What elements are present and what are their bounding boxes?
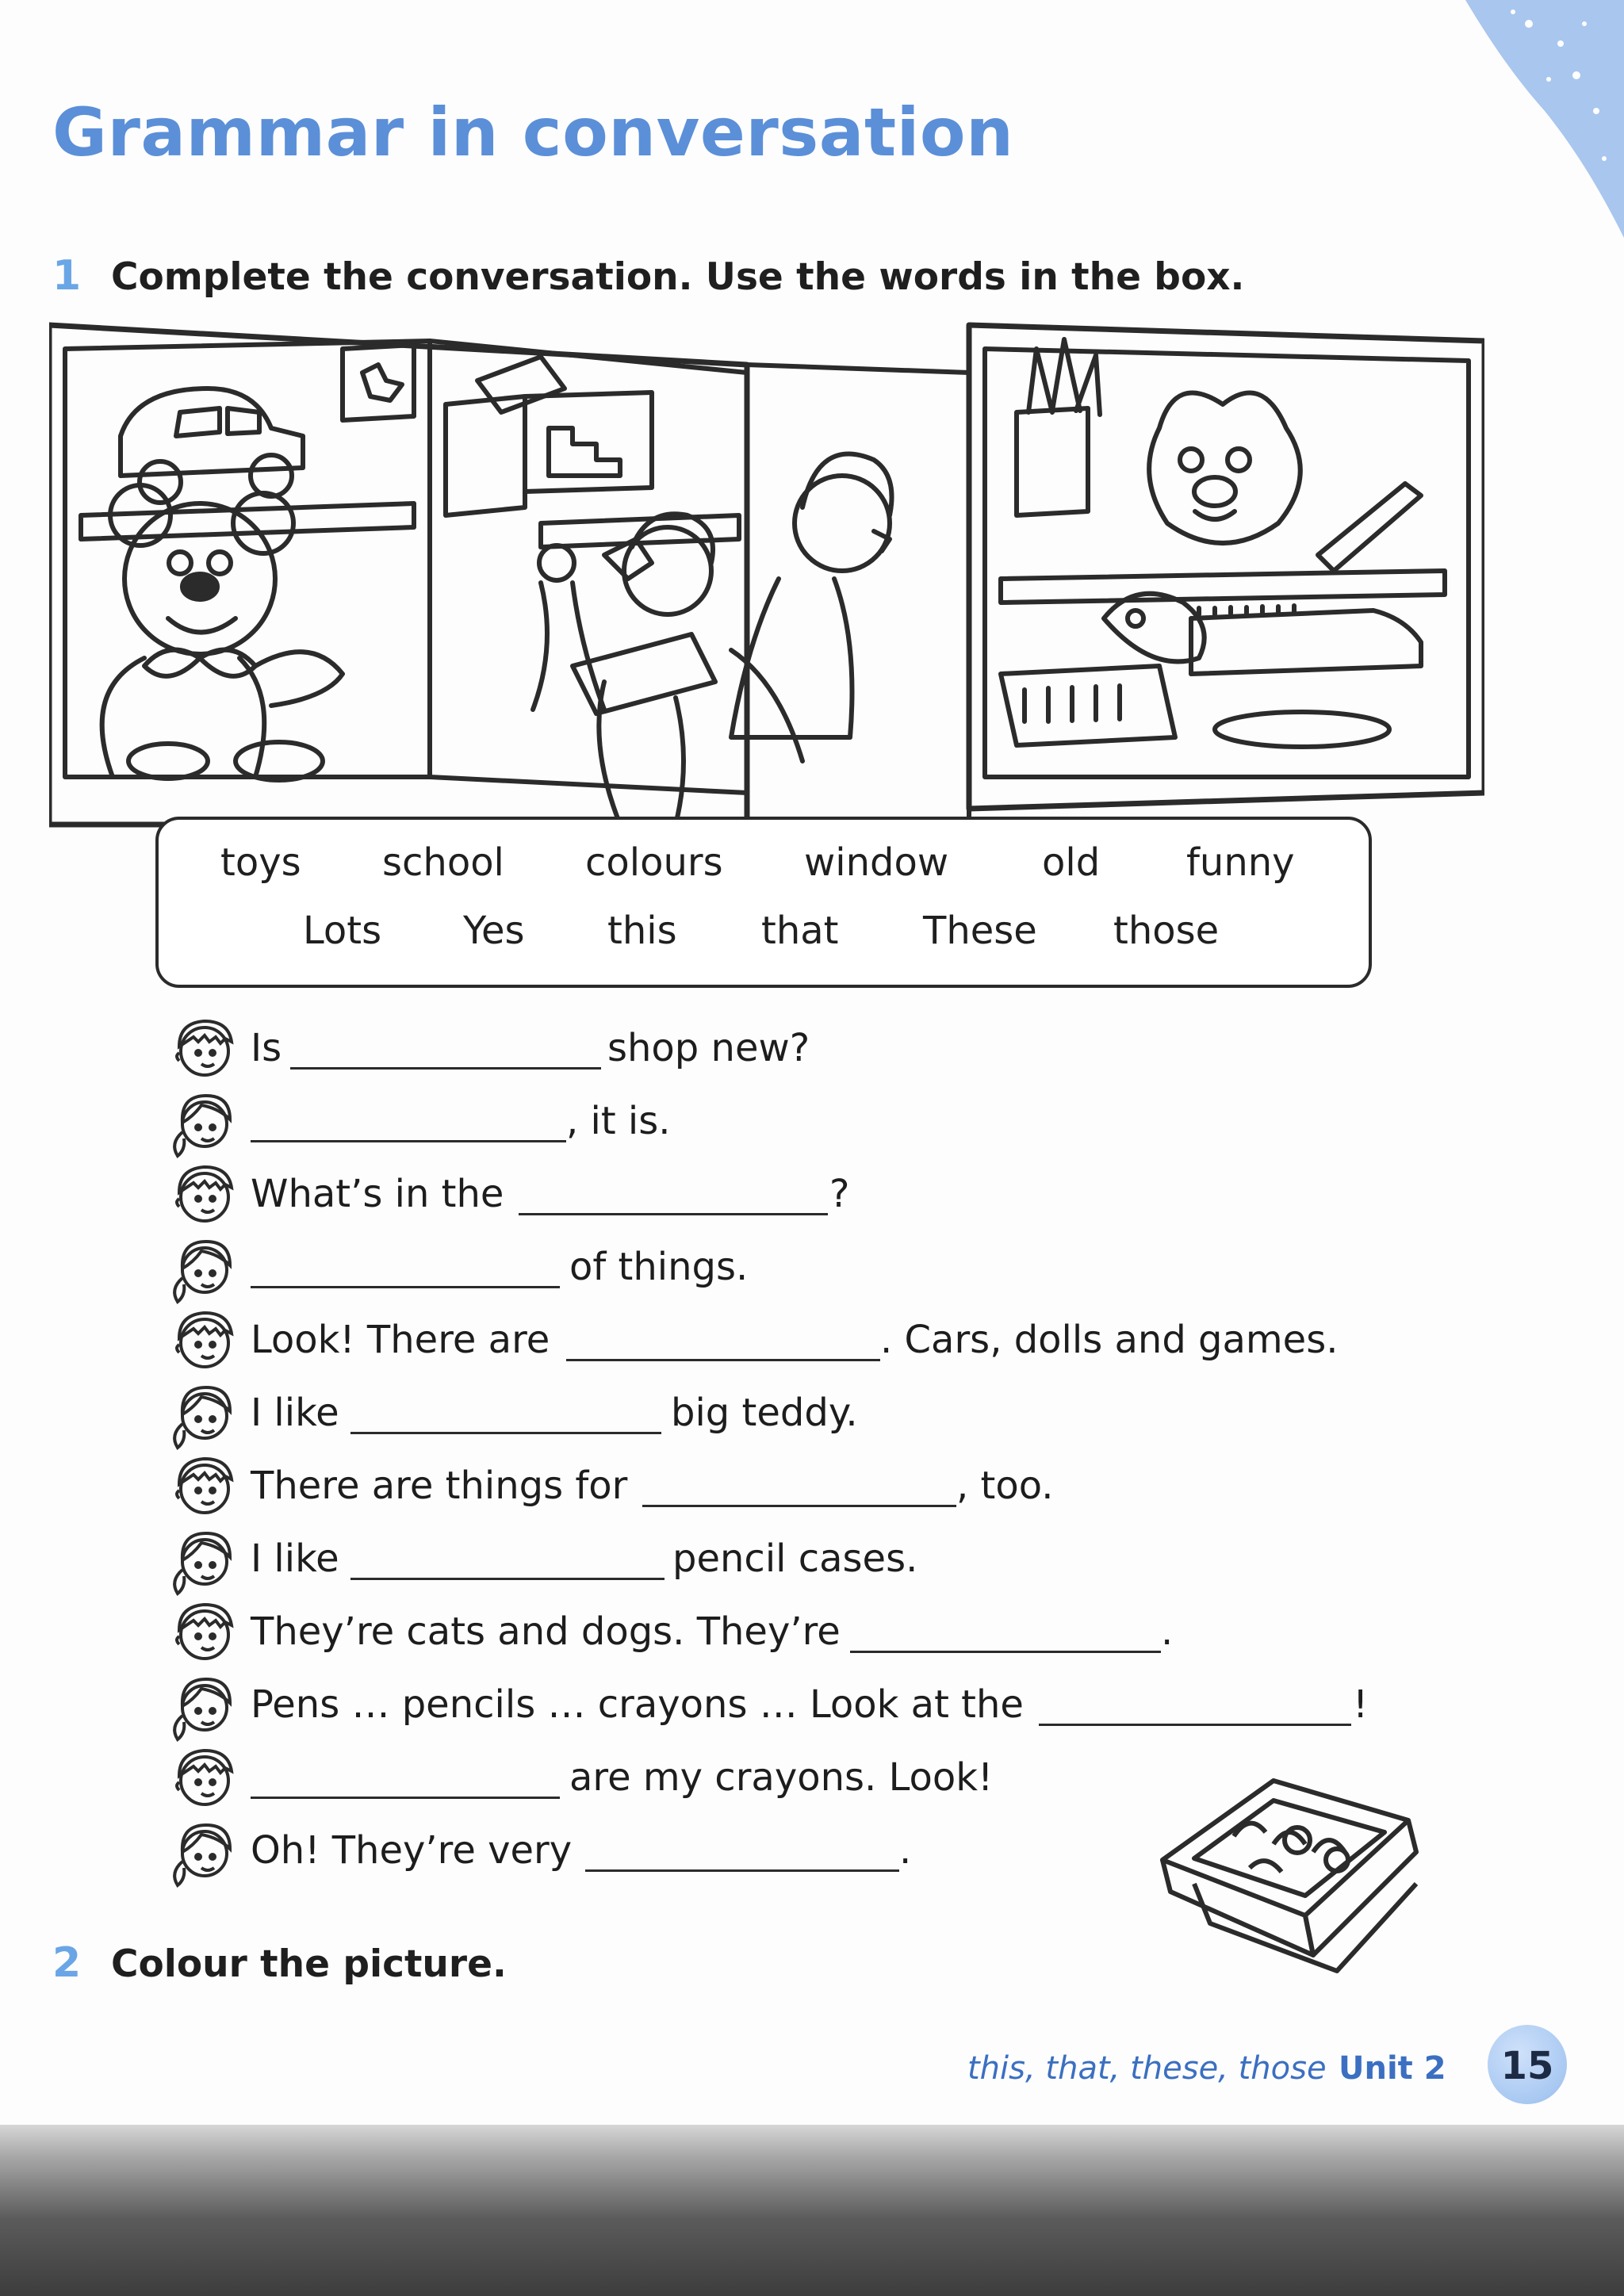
line-4-blank[interactable] [251, 1286, 560, 1288]
girl-face-icon [163, 1814, 239, 1890]
line-12-blank[interactable] [585, 1869, 899, 1872]
line-10-blank[interactable] [1039, 1724, 1351, 1726]
footer-unit: Unit 2 [1339, 2050, 1446, 2087]
line-5-before: Look! There are [251, 1318, 550, 1362]
line-6-before: I like [251, 1391, 339, 1435]
word-that: that [761, 909, 839, 953]
line-5-blank[interactable] [566, 1359, 880, 1361]
word-toys: toys [220, 840, 301, 885]
line-2-after: , it is. [566, 1099, 671, 1143]
page-number: 15 [1500, 2044, 1554, 2088]
crayon-box-illustration [1147, 1765, 1456, 1987]
conversation-line-10 [163, 1668, 1527, 1739]
line-6-after: big teddy. [671, 1391, 858, 1435]
exercise-2-instruction: Colour the picture. [111, 1942, 507, 1986]
line-8-after: pencil cases. [672, 1536, 918, 1581]
line-9-after: . [1161, 1609, 1174, 1654]
girl-face-icon [163, 1085, 239, 1161]
line-4-after: of things. [569, 1245, 749, 1289]
line-3-blank[interactable] [519, 1213, 828, 1215]
girl-face-icon [163, 1376, 239, 1452]
conversation-line-8 [163, 1522, 1527, 1594]
boy-face-icon [163, 1741, 239, 1817]
girl-face-icon [163, 1668, 239, 1744]
line-7-after: , too. [956, 1464, 1054, 1508]
girl-face-icon [163, 1230, 239, 1307]
conversation-line-6 [163, 1376, 1527, 1448]
page-title: Grammar in conversation [52, 94, 1014, 171]
line-10-after: ! [1353, 1682, 1369, 1727]
toy-shop-illustration [49, 317, 1484, 864]
line-5-after: . Cars, dolls and games. [880, 1318, 1339, 1362]
line-2-blank[interactable] [251, 1140, 566, 1142]
line-11-blank[interactable] [251, 1797, 560, 1799]
boy-face-icon [163, 1449, 239, 1525]
word-box [155, 817, 1372, 988]
conversation-line-3 [163, 1158, 1527, 1229]
conversation-line-5 [163, 1303, 1527, 1375]
line-7-before: There are things for [251, 1464, 628, 1508]
line-8-before: I like [251, 1536, 339, 1581]
boy-face-icon [163, 1158, 239, 1234]
conversation-line-2 [163, 1085, 1527, 1156]
line-11-after: are my crayons. Look! [569, 1755, 994, 1800]
line-12-after: . [899, 1828, 912, 1873]
line-1-before: Is [251, 1026, 282, 1070]
boy-face-icon [163, 1595, 239, 1671]
conversation-line-7 [163, 1449, 1527, 1521]
word-window: window [804, 840, 949, 885]
line-12-before: Oh! They’re very [251, 1828, 573, 1873]
line-1-blank[interactable] [290, 1067, 601, 1070]
corner-star-decoration [1418, 0, 1624, 238]
word-colours: colours [585, 840, 723, 885]
page-number-badge [1488, 2025, 1567, 2104]
word-those: those [1113, 909, 1220, 953]
line-7-blank[interactable] [642, 1505, 956, 1507]
boy-face-icon [163, 1012, 239, 1088]
word-funny: funny [1186, 840, 1295, 885]
footer-topic: this, that, these, those [967, 2050, 1327, 2087]
exercise-1-number: 1 [52, 252, 82, 300]
conversation-line-4 [163, 1230, 1527, 1302]
conversation-line-1 [163, 1012, 1527, 1083]
line-10-before: Pens … pencils … crayons … Look at the [251, 1682, 1024, 1727]
word-this: this [607, 909, 677, 953]
line-3-before: What’s in the [251, 1172, 504, 1216]
word-old: old [1042, 840, 1101, 885]
line-9-blank[interactable] [850, 1651, 1161, 1653]
line-8-blank[interactable] [350, 1578, 665, 1580]
word-lots: Lots [303, 909, 382, 953]
word-yes: Yes [463, 909, 525, 953]
conversation-line-9 [163, 1595, 1527, 1667]
girl-face-icon [163, 1522, 239, 1598]
exercise-1-instruction: Complete the conversation. Use the words in the box. [111, 255, 1245, 299]
boy-face-icon [163, 1303, 239, 1380]
exercise-2-number: 2 [52, 1939, 82, 1987]
word-these: These [923, 909, 1037, 953]
word-school: school [382, 840, 504, 885]
line-1-after: shop new? [607, 1026, 810, 1070]
line-9-before: They’re cats and dogs. They’re [251, 1609, 841, 1654]
line-3-after: ? [829, 1172, 850, 1216]
scan-shadow [0, 2125, 1624, 2296]
line-6-blank[interactable] [350, 1432, 661, 1434]
